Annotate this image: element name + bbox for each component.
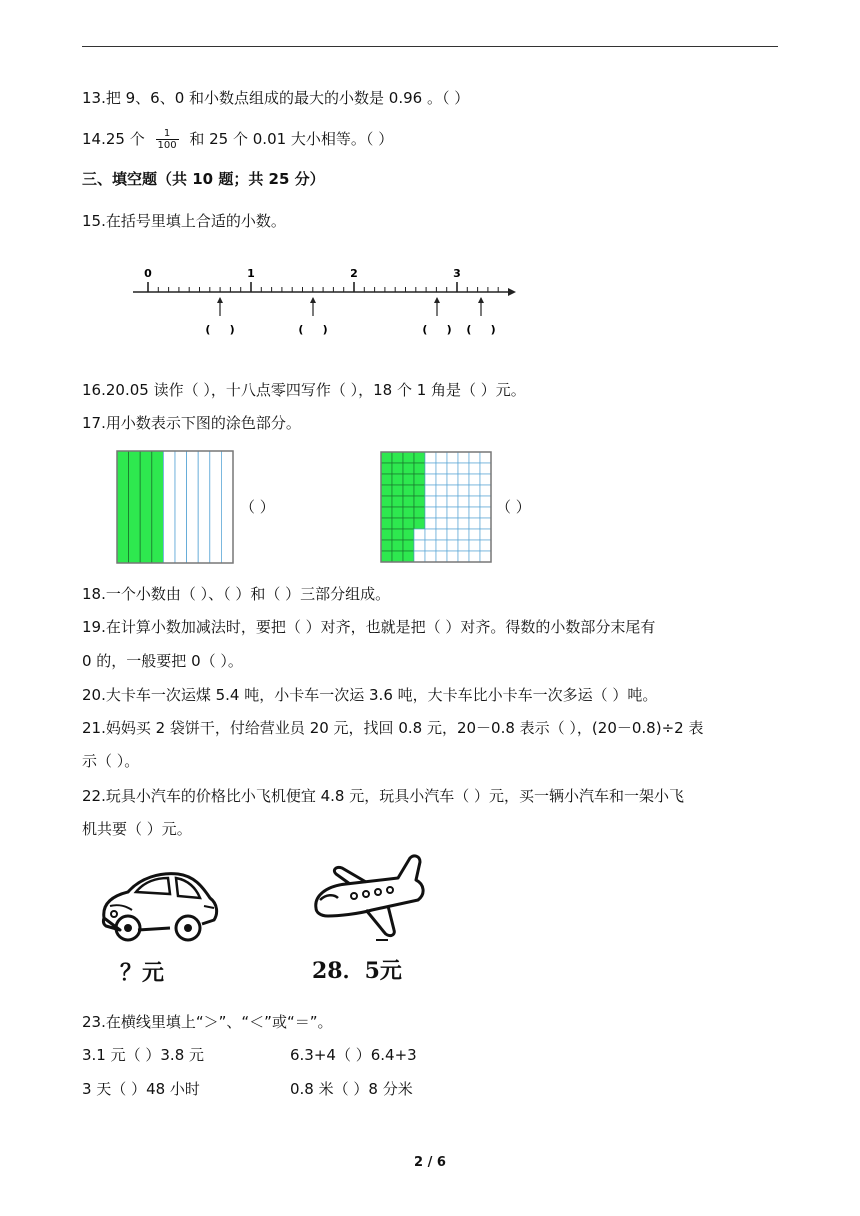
empty-hundredth-cell	[425, 540, 436, 551]
shaded-hundredth-cell	[403, 474, 414, 485]
shaded-tenth-strip	[140, 451, 152, 563]
empty-hundredth-cell	[436, 485, 447, 496]
shaded-hundredth-cell	[414, 496, 425, 507]
fraction-numerator: 1	[156, 128, 179, 140]
answer-blank-2: ( )	[298, 323, 328, 336]
hundredths-figure	[380, 451, 492, 563]
header-rule	[82, 46, 778, 47]
shaded-hundredth-cell	[414, 452, 425, 463]
empty-hundredth-cell	[447, 474, 458, 485]
shaded-hundredth-cell	[414, 507, 425, 518]
empty-hundredth-cell	[458, 540, 469, 551]
empty-hundredth-cell	[414, 540, 425, 551]
empty-hundredth-cell	[480, 518, 491, 529]
shaded-hundredth-cell	[403, 551, 414, 562]
empty-hundredth-cell	[436, 463, 447, 474]
question-22-line-1: 22.玩具小汽车的价格比小飞机便宜 4.8 元，玩具小汽车（ ）元，买一辆小汽车和一架小飞	[82, 787, 685, 805]
answer-blank-3: ( )	[422, 323, 452, 336]
shaded-hundredth-cell	[403, 485, 414, 496]
empty-hundredth-cell	[480, 474, 491, 485]
empty-hundredth-cell	[480, 540, 491, 551]
empty-tenth-strip	[198, 451, 210, 563]
empty-hundredth-cell	[425, 507, 436, 518]
toy-car-icon	[98, 870, 220, 950]
empty-hundredth-cell	[480, 551, 491, 562]
empty-hundredth-cell	[447, 518, 458, 529]
shaded-hundredth-cell	[403, 452, 414, 463]
question-21-line-2: 示（ ）。	[82, 752, 140, 770]
empty-hundredth-cell	[458, 496, 469, 507]
empty-tenth-strip	[210, 451, 222, 563]
number-line-label-2: 2	[350, 267, 358, 280]
empty-hundredth-cell	[458, 529, 469, 540]
question-23: 23.在横线里填上“＞”、“＜”或“＝”。	[82, 1013, 333, 1031]
empty-hundredth-cell	[469, 507, 480, 518]
empty-hundredth-cell	[436, 529, 447, 540]
empty-hundredth-cell	[447, 551, 458, 562]
hundredths-answer-blank: （ ）	[496, 498, 531, 516]
empty-hundredth-cell	[458, 485, 469, 496]
empty-hundredth-cell	[425, 518, 436, 529]
shaded-hundredth-cell	[403, 496, 414, 507]
question-18: 18.一个小数由（ ）、（ ）和（ ）三部分组成。	[82, 585, 391, 603]
empty-hundredth-cell	[436, 540, 447, 551]
question-23-item-1: 3.1 元（ ）3.8 元	[82, 1046, 205, 1064]
question-23-item-2: 6.3+4（ ）6.4+3	[290, 1046, 417, 1064]
shaded-hundredth-cell	[381, 463, 392, 474]
shaded-hundredth-cell	[381, 507, 392, 518]
empty-hundredth-cell	[425, 551, 436, 562]
shaded-hundredth-cell	[381, 518, 392, 529]
number-line-label-0: 0	[144, 267, 152, 280]
shaded-tenth-strip	[129, 451, 141, 563]
empty-hundredth-cell	[458, 463, 469, 474]
empty-hundredth-cell	[447, 496, 458, 507]
question-14-post: 和 25 个 0.01 大小相等。（ ）	[189, 130, 394, 148]
empty-hundredth-cell	[436, 507, 447, 518]
empty-hundredth-cell	[480, 507, 491, 518]
question-19-line-1: 19.在计算小数加减法时，要把（ ）对齐，也就是把（ ）对齐。得数的小数部分末尾有	[82, 618, 656, 636]
empty-hundredth-cell	[436, 551, 447, 562]
empty-hundredth-cell	[414, 551, 425, 562]
number-line-label-3: 3	[453, 267, 461, 280]
question-21-line-1: 21.妈妈买 2 袋饼干，付给营业员 20 元，找回 0.8 元，20－0.8 表示（ ），(20－0.8)÷2 表	[82, 719, 704, 737]
empty-hundredth-cell	[436, 518, 447, 529]
empty-hundredth-cell	[425, 452, 436, 463]
empty-hundredth-cell	[447, 485, 458, 496]
question-16: 16.20.05 读作（ ），十八点零四写作（ ），18 个 1 角是（ ）元。	[82, 381, 526, 399]
empty-hundredth-cell	[425, 463, 436, 474]
shaded-hundredth-cell	[392, 452, 403, 463]
shaded-hundredth-cell	[381, 529, 392, 540]
fraction-denominator: 100	[157, 140, 177, 151]
empty-hundredth-cell	[469, 540, 480, 551]
question-14	[82, 128, 393, 151]
tenths-answer-blank: （ ）	[240, 498, 275, 516]
empty-hundredth-cell	[447, 540, 458, 551]
shaded-hundredth-cell	[392, 474, 403, 485]
empty-hundredth-cell	[469, 452, 480, 463]
shaded-hundredth-cell	[403, 529, 414, 540]
question-19-line-2: 0 的，一般要把 0（ ）。	[82, 652, 243, 670]
empty-tenth-strip	[163, 451, 175, 563]
empty-hundredth-cell	[469, 529, 480, 540]
empty-hundredth-cell	[469, 485, 480, 496]
arrow-pointer-1	[217, 297, 223, 316]
number-line-figure	[120, 258, 520, 342]
empty-hundredth-cell	[425, 474, 436, 485]
arrow-pointer-3	[434, 297, 440, 316]
question-22-line-2: 机共要（ ）元。	[82, 820, 192, 838]
shaded-hundredth-cell	[381, 551, 392, 562]
empty-hundredth-cell	[480, 529, 491, 540]
shaded-hundredth-cell	[392, 507, 403, 518]
empty-hundredth-cell	[469, 551, 480, 562]
fraction-one-hundredth	[156, 128, 179, 151]
shaded-hundredth-cell	[414, 485, 425, 496]
empty-hundredth-cell	[469, 463, 480, 474]
question-23-item-3: 3 天（ ）48 小时	[82, 1080, 200, 1098]
shaded-hundredth-cell	[381, 474, 392, 485]
shaded-tenth-strip	[152, 451, 164, 563]
arrow-head-icon	[508, 288, 516, 296]
shaded-hundredth-cell	[392, 551, 403, 562]
shaded-hundredth-cell	[392, 485, 403, 496]
question-20: 20.大卡车一次运煤 5.4 吨，小卡车一次运 3.6 吨，大卡车比小卡车一次多运（ ）吨。	[82, 686, 658, 704]
empty-hundredth-cell	[469, 496, 480, 507]
arrow-pointer-2	[310, 297, 316, 316]
empty-tenth-strip	[221, 451, 233, 563]
empty-hundredth-cell	[436, 474, 447, 485]
empty-hundredth-cell	[425, 496, 436, 507]
empty-hundredth-cell	[480, 463, 491, 474]
shaded-hundredth-cell	[403, 518, 414, 529]
shaded-hundredth-cell	[392, 529, 403, 540]
empty-hundredth-cell	[447, 529, 458, 540]
empty-hundredth-cell	[425, 529, 436, 540]
empty-hundredth-cell	[458, 551, 469, 562]
empty-hundredth-cell	[480, 496, 491, 507]
plane-price-label: 28．5元	[312, 958, 402, 984]
empty-hundredth-cell	[414, 529, 425, 540]
arrow-pointer-4	[478, 297, 484, 316]
empty-hundredth-cell	[458, 452, 469, 463]
empty-hundredth-cell	[425, 485, 436, 496]
number-line-label-1: 1	[247, 267, 255, 280]
empty-hundredth-cell	[458, 518, 469, 529]
empty-hundredth-cell	[436, 452, 447, 463]
empty-hundredth-cell	[447, 463, 458, 474]
shaded-hundredth-cell	[403, 540, 414, 551]
shaded-hundredth-cell	[392, 463, 403, 474]
shaded-hundredth-cell	[392, 518, 403, 529]
number-line-ticks	[148, 282, 498, 292]
shaded-hundredth-cell	[381, 496, 392, 507]
shaded-hundredth-cell	[403, 507, 414, 518]
answer-blank-4: ( )	[466, 323, 496, 336]
empty-hundredth-cell	[447, 507, 458, 518]
empty-tenth-strip	[187, 451, 199, 563]
shaded-hundredth-cell	[392, 540, 403, 551]
car-price-label: ？元	[120, 960, 165, 986]
empty-hundredth-cell	[458, 474, 469, 485]
answer-blank-1: ( )	[205, 323, 235, 336]
question-17: 17.用小数表示下图的涂色部分。	[82, 414, 301, 432]
toy-plane-icon	[306, 852, 430, 946]
empty-hundredth-cell	[458, 507, 469, 518]
shaded-hundredth-cell	[381, 452, 392, 463]
section-heading-fill-in: 三、填空题（共 10 题；共 25 分）	[82, 170, 325, 188]
tenths-figure	[116, 450, 234, 564]
question-15: 15.在括号里填上合适的小数。	[82, 212, 286, 230]
question-14-pre: 14.25 个	[82, 130, 145, 148]
shaded-tenth-strip	[117, 451, 129, 563]
page-number: 2 / 6	[414, 1155, 446, 1170]
shaded-hundredth-cell	[414, 463, 425, 474]
empty-hundredth-cell	[469, 474, 480, 485]
shaded-hundredth-cell	[392, 496, 403, 507]
empty-hundredth-cell	[436, 496, 447, 507]
shaded-hundredth-cell	[381, 485, 392, 496]
empty-hundredth-cell	[480, 485, 491, 496]
empty-tenth-strip	[175, 451, 187, 563]
shaded-hundredth-cell	[414, 518, 425, 529]
empty-hundredth-cell	[469, 518, 480, 529]
question-13: 13.把 9、6、0 和小数点组成的最大的小数是 0.96 。（ ）	[82, 89, 470, 107]
empty-hundredth-cell	[480, 452, 491, 463]
empty-hundredth-cell	[447, 452, 458, 463]
shaded-hundredth-cell	[381, 540, 392, 551]
shaded-hundredth-cell	[403, 463, 414, 474]
question-23-item-4: 0.8 米（ ）8 分米	[290, 1080, 413, 1098]
shaded-hundredth-cell	[414, 474, 425, 485]
